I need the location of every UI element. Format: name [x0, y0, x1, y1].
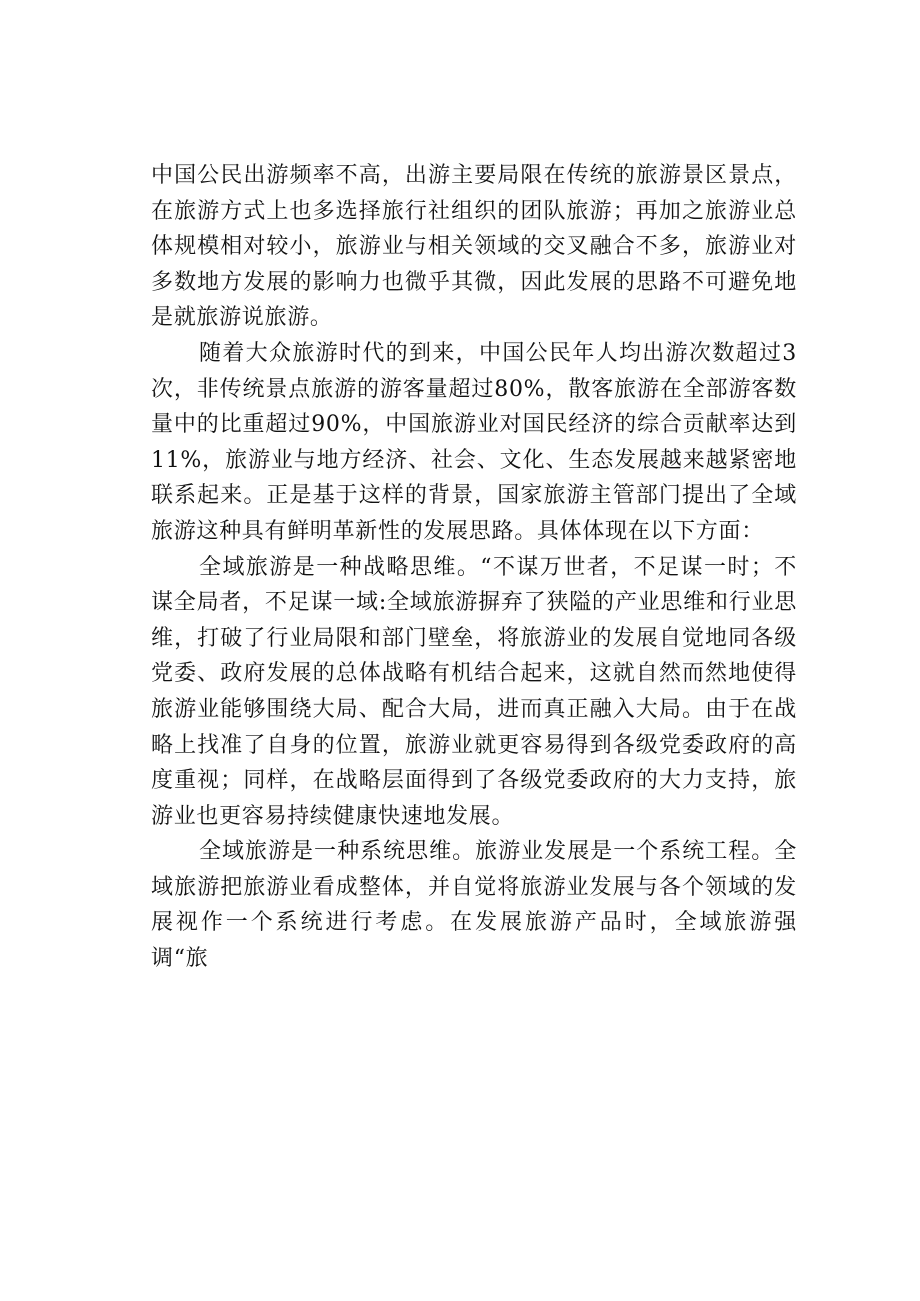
paragraph-3: 全域旅游是一种战略思维。“不谋万世者，不足谋一时；不谋全局者，不足谋一域:全域旅游摒弃了狭隘的产业思维和行业思维，打破了行业局限和部门壁垒，将旅游业的发展自觉地同各级党委、政府发展的总体战略有机结合起来，这就自然而然地使得旅游业能够围绕大局、配合大局，进而真正融入大局。由于在战略上找准了自身的位置，旅游业就更容易得到各级党委政府的高度重视；同样，在战略层面得到了各级党委政府的大力支持，旅游业也更容易持续健康快速地发展。	[151, 554, 797, 829]
document-body	[151, 158, 797, 977]
paragraph-1: 中国公民出游频率不高，出游主要局限在传统的旅游景区景点，在旅游方式上也多选择旅行社组织的团队旅游；再加之旅游业总体规模相对较小，旅游业与相关领域的交叉融合不多，旅游业对多数地方发展的影响力也微乎其微，因此发展的思路不可避免地是就旅游说旅游。	[151, 163, 797, 331]
paragraph-2: 随着大众旅游时代的到来，中国公民年人均出游次数超过3次，非传统景点旅游的游客量超过80%，散客旅游在全部游客数量中的比重超过90%，中国旅游业对国民经济的综合贡献率达到11%，旅游业与地方经济、社会、文化、生态发展越来越紧密地联系起来。正是基于这样的背景，国家旅游主管部门提出了全域旅游这种具有鲜明革新性的发展思路。具体体现在以下方面：	[151, 340, 797, 544]
paragraph-4: 全域旅游是一种系统思维。旅游业发展是一个系统工程。全域旅游把旅游业看成整体，并自觉将旅游业发展与各个领域的发展视作一个系统进行考虑。在发展旅游产品时，全域旅游强调“旅	[151, 839, 797, 972]
